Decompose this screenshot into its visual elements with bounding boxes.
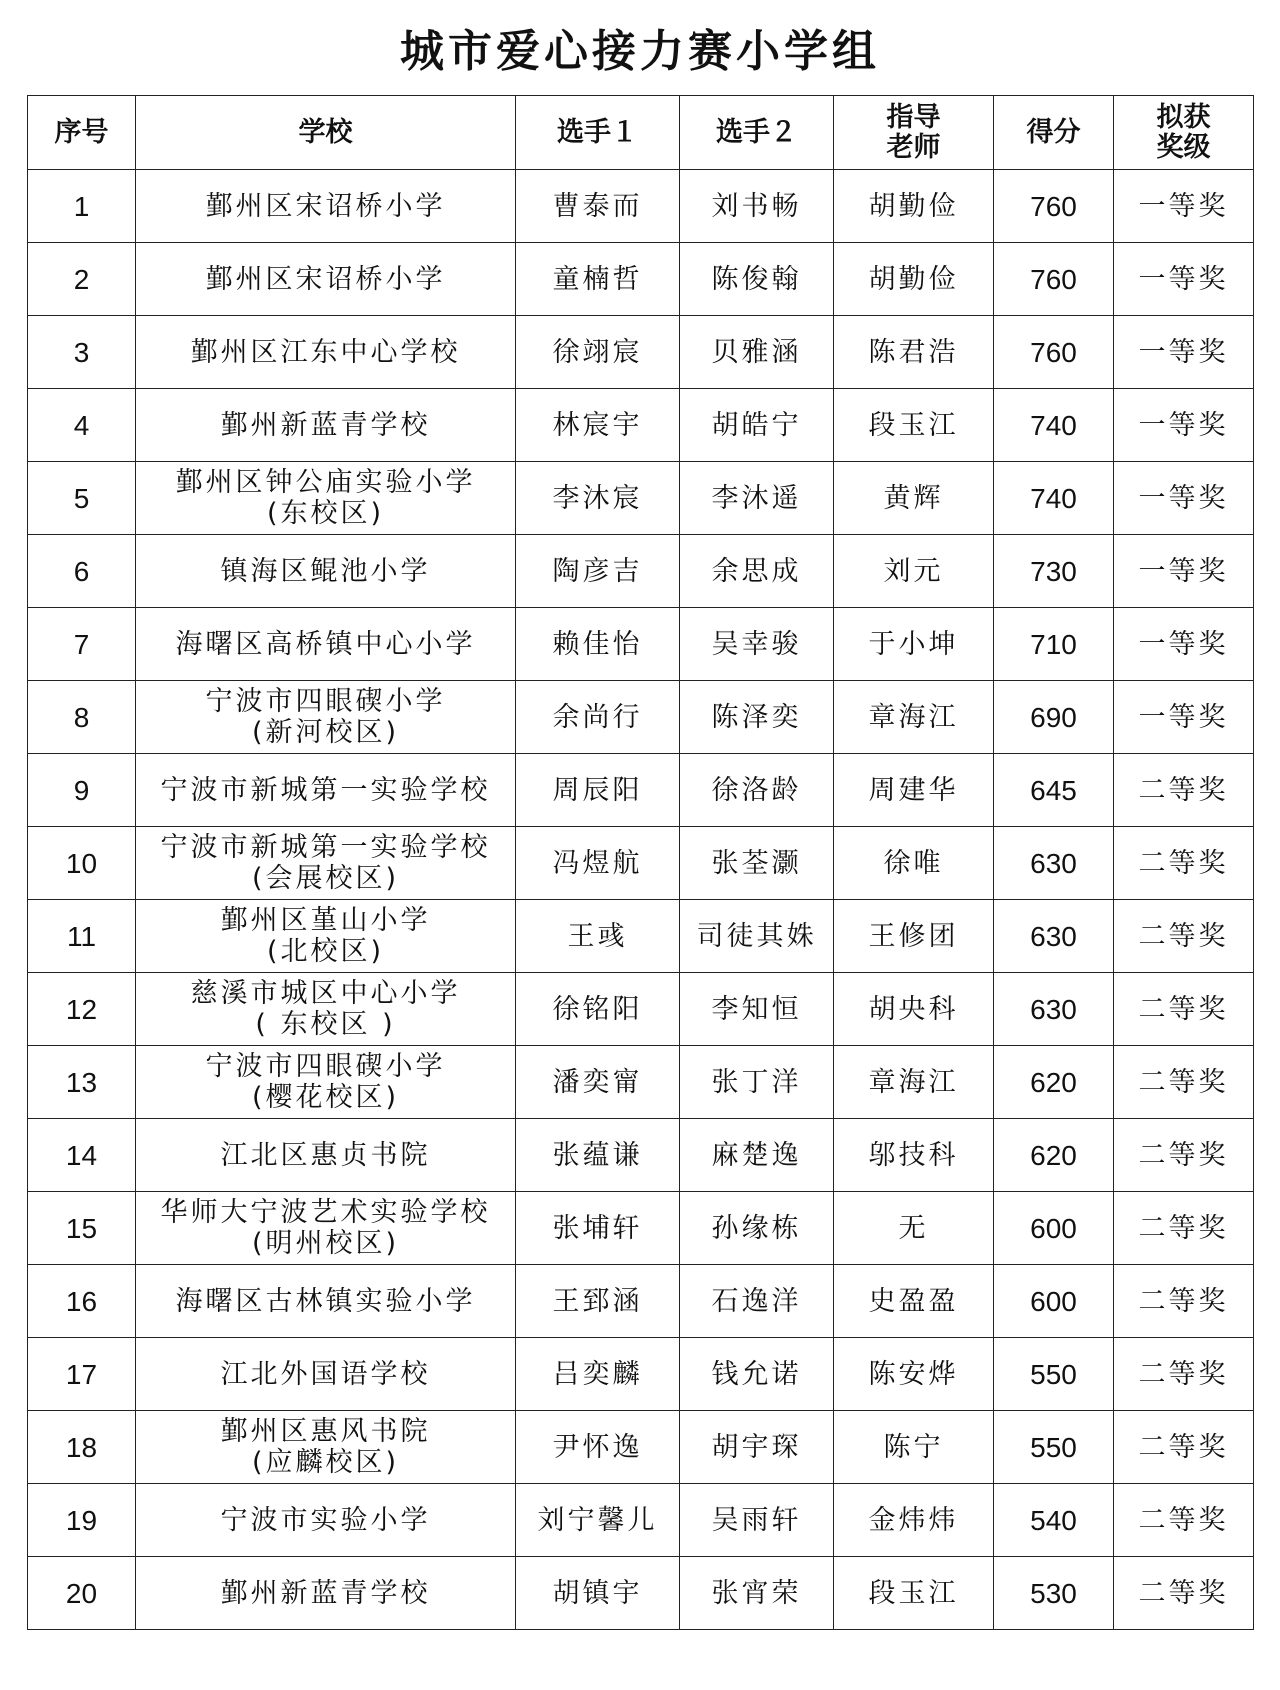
cell-award: 一等奖 — [1114, 170, 1254, 243]
cell-index: 7 — [28, 608, 136, 681]
cell-player1: 潘奕甯 — [516, 1046, 680, 1119]
cell-award: 二等奖 — [1114, 900, 1254, 973]
cell-player1: 张埔轩 — [516, 1192, 680, 1265]
header-teacher-line1: 指导 — [886, 101, 941, 133]
cell-player2: 胡宇琛 — [680, 1411, 834, 1484]
cell-school: 宁波市四眼碶小学 (樱花校区) — [136, 1046, 516, 1119]
cell-award: 二等奖 — [1114, 1046, 1254, 1119]
cell-school: 宁波市新城第一实验学校 (会展校区) — [136, 827, 516, 900]
cell-player2: 徐洛龄 — [680, 754, 834, 827]
cell-award: 一等奖 — [1114, 462, 1254, 535]
cell-player1: 赖佳怡 — [516, 608, 680, 681]
table-row — [28, 1557, 1254, 1630]
cell-school: 江北区惠贞书院 — [136, 1119, 516, 1192]
cell-player1: 刘宁馨儿 — [516, 1484, 680, 1557]
cell-teacher: 胡勤俭 — [834, 170, 994, 243]
header-award — [1114, 96, 1254, 170]
cell-player1: 徐翊宸 — [516, 316, 680, 389]
page-title: 城市爱心接力赛小学组 — [400, 26, 880, 77]
cell-school: 江北外国语学校 — [136, 1338, 516, 1411]
cell-index: 19 — [28, 1484, 136, 1557]
cell-player1: 周辰阳 — [516, 754, 680, 827]
cell-award: 二等奖 — [1114, 973, 1254, 1046]
cell-teacher: 段玉江 — [834, 389, 994, 462]
table-row — [28, 243, 1254, 316]
cell-school: 鄞州新蓝青学校 — [136, 389, 516, 462]
cell-award: 二等奖 — [1114, 1119, 1254, 1192]
cell-player2: 刘书畅 — [680, 170, 834, 243]
cell-teacher: 金炜炜 — [834, 1484, 994, 1557]
cell-score: 550 — [994, 1411, 1114, 1484]
cell-teacher: 胡勤俭 — [834, 243, 994, 316]
cell-score: 760 — [994, 243, 1114, 316]
table-row — [28, 973, 1254, 1046]
cell-score: 740 — [994, 389, 1114, 462]
header-score: 得分 — [994, 96, 1114, 170]
cell-score: 530 — [994, 1557, 1114, 1630]
table-row — [28, 754, 1254, 827]
cell-award: 二等奖 — [1114, 1265, 1254, 1338]
cell-award: 二等奖 — [1114, 1411, 1254, 1484]
cell-school: 海曙区高桥镇中心小学 — [136, 608, 516, 681]
cell-teacher: 陈宁 — [834, 1411, 994, 1484]
cell-player1: 徐铭阳 — [516, 973, 680, 1046]
cell-award: 二等奖 — [1114, 1192, 1254, 1265]
cell-index: 3 — [28, 316, 136, 389]
cell-score: 760 — [994, 170, 1114, 243]
cell-index: 4 — [28, 389, 136, 462]
cell-player1: 冯煜航 — [516, 827, 680, 900]
cell-award: 二等奖 — [1114, 754, 1254, 827]
cell-score: 730 — [994, 535, 1114, 608]
cell-index: 20 — [28, 1557, 136, 1630]
cell-player1: 张蕴谦 — [516, 1119, 680, 1192]
cell-index: 15 — [28, 1192, 136, 1265]
cell-player1: 童楠哲 — [516, 243, 680, 316]
cell-player2: 吴幸骏 — [680, 608, 834, 681]
cell-award: 一等奖 — [1114, 243, 1254, 316]
cell-player1: 余尚行 — [516, 681, 680, 754]
cell-score: 630 — [994, 900, 1114, 973]
cell-player1: 李沐宸 — [516, 462, 680, 535]
table-header-row — [28, 96, 1254, 170]
cell-school: 鄞州区惠风书院 (应麟校区) — [136, 1411, 516, 1484]
cell-award: 一等奖 — [1114, 316, 1254, 389]
cell-school: 海曙区古林镇实验小学 — [136, 1265, 516, 1338]
cell-teacher: 陈安烨 — [834, 1338, 994, 1411]
table-row — [28, 1192, 1254, 1265]
cell-score: 710 — [994, 608, 1114, 681]
cell-score: 760 — [994, 316, 1114, 389]
cell-index: 2 — [28, 243, 136, 316]
cell-teacher: 无 — [834, 1192, 994, 1265]
cell-index: 18 — [28, 1411, 136, 1484]
cell-score: 630 — [994, 973, 1114, 1046]
table-row — [28, 1046, 1254, 1119]
cell-player1: 尹怀逸 — [516, 1411, 680, 1484]
cell-player2: 陈泽奕 — [680, 681, 834, 754]
cell-player2: 麻楚逸 — [680, 1119, 834, 1192]
cell-school: 宁波市实验小学 — [136, 1484, 516, 1557]
table-row — [28, 681, 1254, 754]
cell-index: 14 — [28, 1119, 136, 1192]
cell-school: 鄞州区宋诏桥小学 — [136, 170, 516, 243]
cell-player2: 张丁洋 — [680, 1046, 834, 1119]
cell-index: 13 — [28, 1046, 136, 1119]
cell-index: 12 — [28, 973, 136, 1046]
cell-score: 550 — [994, 1338, 1114, 1411]
table-row — [28, 462, 1254, 535]
cell-school: 鄞州新蓝青学校 — [136, 1557, 516, 1630]
table-row — [28, 170, 1254, 243]
cell-player2: 贝雅涵 — [680, 316, 834, 389]
header-teacher-line2: 老师 — [886, 131, 941, 163]
cell-player1: 王郅涵 — [516, 1265, 680, 1338]
cell-teacher: 徐唯 — [834, 827, 994, 900]
cell-score: 600 — [994, 1265, 1114, 1338]
header-teacher — [834, 96, 994, 170]
header-award-line2: 奖级 — [1156, 131, 1211, 163]
cell-award: 一等奖 — [1114, 535, 1254, 608]
cell-player2: 李沐遥 — [680, 462, 834, 535]
header-award-line1: 拟获 — [1156, 101, 1211, 133]
cell-index: 8 — [28, 681, 136, 754]
cell-teacher: 周建华 — [834, 754, 994, 827]
cell-score: 630 — [994, 827, 1114, 900]
cell-player2: 陈俊翰 — [680, 243, 834, 316]
table-row — [28, 1338, 1254, 1411]
cell-score: 690 — [994, 681, 1114, 754]
cell-school: 鄞州区宋诏桥小学 — [136, 243, 516, 316]
cell-player1: 陶彦吉 — [516, 535, 680, 608]
cell-score: 540 — [994, 1484, 1114, 1557]
cell-player2: 石逸洋 — [680, 1265, 834, 1338]
cell-player2: 吴雨轩 — [680, 1484, 834, 1557]
cell-player2: 司徒其姝 — [680, 900, 834, 973]
cell-player1: 王彧 — [516, 900, 680, 973]
cell-teacher: 段玉江 — [834, 1557, 994, 1630]
cell-award: 二等奖 — [1114, 1338, 1254, 1411]
cell-school: 宁波市新城第一实验学校 — [136, 754, 516, 827]
cell-index: 9 — [28, 754, 136, 827]
cell-player2: 余思成 — [680, 535, 834, 608]
cell-school: 鄞州区钟公庙实验小学 (东校区) — [136, 462, 516, 535]
table-row — [28, 1265, 1254, 1338]
table-row — [28, 827, 1254, 900]
cell-player2: 张宵荣 — [680, 1557, 834, 1630]
cell-player2: 孙缘栋 — [680, 1192, 834, 1265]
cell-teacher: 章海江 — [834, 681, 994, 754]
cell-school: 华师大宁波艺术实验学校 (明州校区) — [136, 1192, 516, 1265]
header-index: 序号 — [28, 96, 136, 170]
cell-school: 宁波市四眼碶小学 (新河校区) — [136, 681, 516, 754]
cell-index: 5 — [28, 462, 136, 535]
header-player2: 选手２ — [680, 96, 834, 170]
table-body — [28, 170, 1254, 1630]
table-row — [28, 1119, 1254, 1192]
cell-index: 16 — [28, 1265, 136, 1338]
cell-award: 二等奖 — [1114, 1484, 1254, 1557]
cell-award: 一等奖 — [1114, 608, 1254, 681]
cell-teacher: 刘元 — [834, 535, 994, 608]
cell-score: 620 — [994, 1119, 1114, 1192]
cell-school: 镇海区鲲池小学 — [136, 535, 516, 608]
table-row — [28, 535, 1254, 608]
cell-teacher: 邬技科 — [834, 1119, 994, 1192]
cell-award: 一等奖 — [1114, 389, 1254, 462]
table-row — [28, 1484, 1254, 1557]
cell-player2: 李知恒 — [680, 973, 834, 1046]
table-row — [28, 1411, 1254, 1484]
cell-score: 600 — [994, 1192, 1114, 1265]
table-row — [28, 389, 1254, 462]
cell-index: 1 — [28, 170, 136, 243]
cell-teacher: 陈君浩 — [834, 316, 994, 389]
cell-index: 10 — [28, 827, 136, 900]
table-row — [28, 316, 1254, 389]
cell-player2: 胡皓宁 — [680, 389, 834, 462]
cell-index: 17 — [28, 1338, 136, 1411]
cell-teacher: 黄辉 — [834, 462, 994, 535]
cell-school: 鄞州区堇山小学 (北校区) — [136, 900, 516, 973]
cell-school: 鄞州区江东中心学校 — [136, 316, 516, 389]
header-school: 学校 — [136, 96, 516, 170]
header-player1: 选手１ — [516, 96, 680, 170]
cell-player2: 张荃灏 — [680, 827, 834, 900]
cell-player1: 吕奕麟 — [516, 1338, 680, 1411]
cell-player1: 胡镇宇 — [516, 1557, 680, 1630]
cell-school: 慈溪市城区中心小学 ( 东校区 ) — [136, 973, 516, 1046]
cell-player1: 林宸宇 — [516, 389, 680, 462]
cell-score: 645 — [994, 754, 1114, 827]
cell-teacher: 于小坤 — [834, 608, 994, 681]
cell-score: 740 — [994, 462, 1114, 535]
cell-teacher: 章海江 — [834, 1046, 994, 1119]
cell-index: 11 — [28, 900, 136, 973]
table-row — [28, 900, 1254, 973]
results-table — [27, 95, 1254, 1630]
cell-teacher: 史盈盈 — [834, 1265, 994, 1338]
cell-score: 620 — [994, 1046, 1114, 1119]
table-row — [28, 608, 1254, 681]
cell-index: 6 — [28, 535, 136, 608]
cell-player2: 钱允诺 — [680, 1338, 834, 1411]
cell-award: 一等奖 — [1114, 681, 1254, 754]
cell-teacher: 王修团 — [834, 900, 994, 973]
cell-player1: 曹泰而 — [516, 170, 680, 243]
cell-award: 二等奖 — [1114, 827, 1254, 900]
cell-award: 二等奖 — [1114, 1557, 1254, 1630]
cell-teacher: 胡央科 — [834, 973, 994, 1046]
